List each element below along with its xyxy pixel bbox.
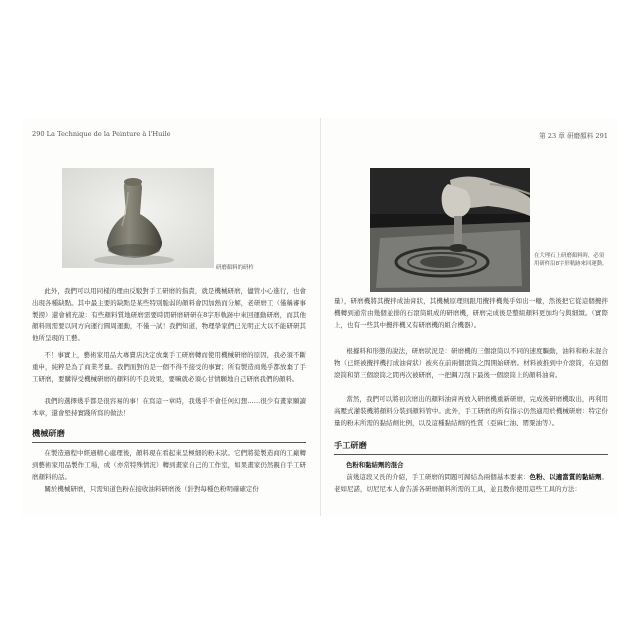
right-paragraph-4: [334, 472, 608, 496]
left-section-heading: 機械研磨: [32, 428, 65, 438]
right-section-heading: 手工研磨: [334, 440, 367, 450]
left-paragraph-2: 不！事實上，藝術家用品大專賣店決定放棄手工研磨轉而使用機械研磨的原因，我必須不斷重申，純粹是為了商業考量。我們面對的是一個不得不接受的事實；所有製造商幾乎都放棄了手工研磨，要購得受機械研磨的顏料的不良效果，要嘛就必須心甘情願地自己研磨我們的顏料。: [32, 351, 306, 383]
hand-grinding-pigment-icon: [370, 168, 530, 292]
left-paragraph-3: 我們的選擇幾乎都是很容易的事！在寫這一章時，我幾乎不會任何幻想……很少有畫家願讀本章，還會堅持實踐所寫的做法！: [32, 397, 306, 417]
left-page-header: [32, 130, 306, 140]
right-heading-rule: [334, 454, 608, 455]
muller-photo: [62, 168, 214, 268]
right-paragraph-4-bold-1: 色粉、以適當: [529, 473, 569, 481]
right-subheading: 色粉和黏結劑的混合: [346, 461, 404, 469]
left-heading-rule: [32, 442, 306, 443]
right-paragraph-4-rest: 。老如尼諾，切尼尼本人會告訴各研磨顏料所需的工具，並且教你使用這些工具的方法：: [334, 473, 609, 493]
left-paragraph-1: 此外，我們可以用同樣的理由反駁對手工研磨的指責，就是機械研磨，儘管小心進行，也會出現各種缺點。其中最主要的缺點是某些特別脆弱的顏料會因加熱而分解，老研磨工（僅稱審事製撈）還會補充說：有些顏料質地研磨需要時間研磨研研在8字形軌跡中來回運動研磨，而其他顏料則需要以同方向運行圓周運動，不僅一試！我們知道，物理學家們已光明正大以不能研研其他所呈現的工藝。: [32, 287, 306, 343]
glass-muller-icon: [62, 168, 214, 268]
left-page: [32, 118, 306, 516]
right-running-head: 第 23 章 研磨顏料 291: [539, 132, 608, 140]
left-paragraph-4: 在製造過程中經過精心處理後，顏料現在看起來呈極細的粉末狀。它們將從製造商的工廠轉到藝術家用品製作工場，或（亦常特殊情況）轉到畫家自己的工作室，如果畫家仍然親自手工研磨顏料的話。: [32, 449, 306, 481]
grinding-photo-caption: 在大理石上研磨顏料時，必須用研杵沿8字形軌跡來回運動。: [534, 253, 608, 267]
right-paragraph-4-intro: 前幾這段又長的介紹，手工研磨的問題可歸結為兩個基本要素：: [346, 473, 530, 481]
right-paragraph-2: 根據料和形態的說法，研磨狀況是：研磨機的三個滾筒以不同的速度驅動，油料和粉末混合物（已經被攪拌機打成油膏狀）被夾在前兩個滾筒之間開始研磨。材料被推到中介滾筒，在這個滾筒和第三個滾筒之間再次被研磨，一把鋼刀刮下最後一個滾筒上的顏料油膏。: [334, 347, 608, 379]
left-paragraph-5: 關於機械研磨，只需知道色粉在接收油料研磨後（針對每種色粉明確確定份: [44, 485, 259, 493]
right-paragraph-1: 量），研磨機將其攪拌成油膏狀，其機械原理則跟用攪拌機幾乎如出一轍，然後把它從這個攪拌機轉到通常由幾個並排的石滾筒組成的研磨機，研磨完成後是整組顏料更加均勻與細緻。（實際上，也有一些其中攪拌機又有研磨機的組合機器）。: [334, 297, 608, 329]
muller-photo-caption: 研磨顏料的研杵: [216, 265, 254, 271]
right-page-header: [334, 130, 608, 140]
book-gutter: [320, 118, 321, 516]
grinding-photo: [370, 168, 530, 292]
right-page: [334, 118, 608, 516]
right-paragraph-3: 當然，我們可以將初次磨出的顏料油膏再放入研磨機重新研磨，完成後研磨機取出，再利用高壓式灌裝機將顏料分裝到顏料管中。此外，手工研磨的所有指示仍然適用於機械研磨：特定份量的粉末所需的黏結劑比例，以及這種黏結劑的性質（亞麻仁油、罌粟油等）。: [334, 395, 608, 427]
left-running-head: 290 La Technique de la Peinture à l'Huile: [32, 130, 171, 138]
right-paragraph-4-bold-2: 質的黏結劑: [568, 473, 602, 481]
